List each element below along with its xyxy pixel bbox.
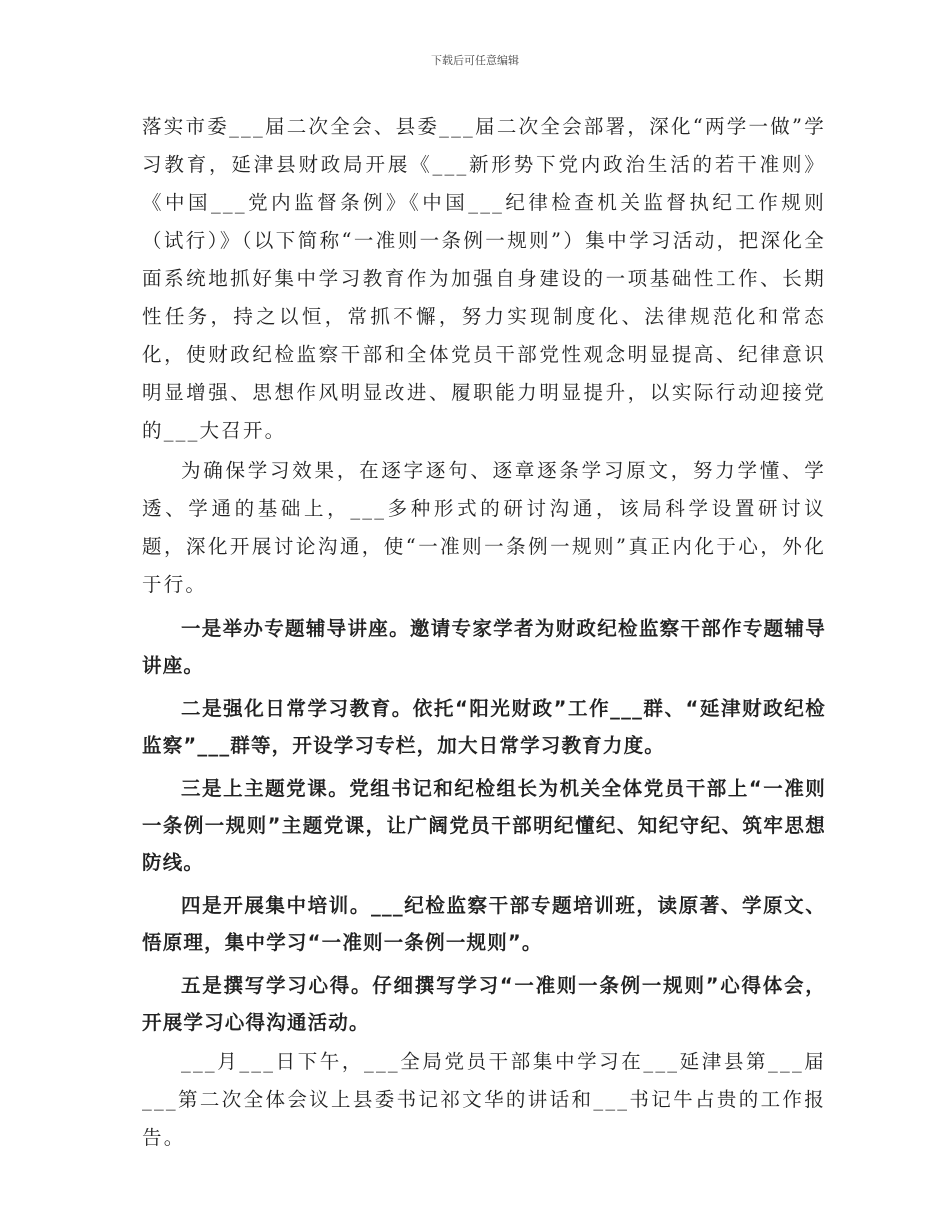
paragraph-method: 为确保学习效果，在逐字逐句、逐章逐条学习原文，努力学懂、学透、学通的基础上，___多种形式的研讨沟通，该局科学设置研讨议题，深化开展讨论沟通，使“一准则一条例一规则”真正内化于心，外化于行。 [142,459,826,596]
paragraph-closing: ___月___日下午，___全局党员干部集中学习在___延津县第___届___第二次全体会议上县委书记祁文华的讲话和___书记牛占贵的工作报告。 [142,1050,826,1149]
paragraph-item-5: 五是撰写学习心得。仔细撰写学习“一准则一条例一规则”心得体会，开展学习心得沟通活动。 [142,974,826,1034]
paragraph-item-4: 四是开展集中培训。___纪检监察干部专题培训班，读原著、学原文、悟原理，集中学习“一准则一条例一规则”。 [142,894,826,954]
paragraph-intro: 落实市委___届二次全会、县委___届二次全会部署，深化“两学一做”学习教育，延津县财政局开展《___新形势下党内政治生活的若干准则》《中国___党内监督条例》《中国___纪律检查机关监督执纪工作规则（试行）》（以下简称“一准则一条例一规则”）集中学习活动，把深化全面系统地抓好集中学习教育作为加强自身建设的一项基础性工作、长期性任务，持之以恒，常抓不懈，努力实现制度化、法律规范化和常态化，使财政纪检监察干部和全体党员干部党性观念明显提高、纪律意识明显增强、思想作风明显改进、履职能力明显提升，以实际行动迎接党的___大召开。 [142,115,826,442]
page-header: 下载后可任意编辑 [431,54,519,67]
paragraph-item-1: 一是举办专题辅导讲座。邀请专家学者为财政纪检监察干部作专题辅导讲座。 [142,617,826,677]
document-body [142,108,826,1157]
paragraph-item-2: 二是强化日常学习教育。依托“阳光财政”工作___群、“延津财政纪检监察”___群等，开设学习专栏，加大日常学习教育力度。 [142,697,826,757]
paragraph-item-3: 三是上主题党课。党组书记和纪检组长为机关全体党员干部上“一准则一条例一规则”主题党课，让广阔党员干部明纪懂纪、知纪守纪、筑牢思想防线。 [142,777,826,874]
